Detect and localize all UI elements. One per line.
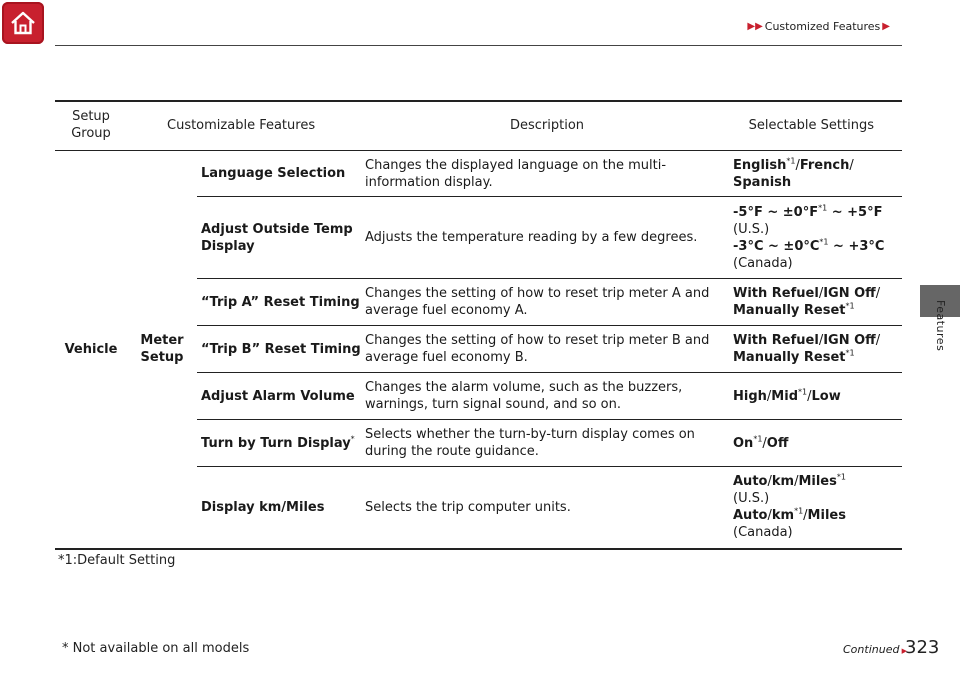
continued-label[interactable]: Continued ▶ [843,643,908,656]
header-selectable-settings: Selectable Settings [729,101,902,151]
feature-settings: With Refuel/IGN Off/ Manually Reset$^{*1}$ [729,279,902,326]
page-number: 323 [905,637,940,658]
default-setting-footnote: *1:Default Setting [58,553,176,568]
feature-settings: High/Mid$^{*1}$/Low [729,373,902,420]
setup-subgroup-meter: Meter Setup [127,151,197,549]
feature-name: “Trip A” Reset Timing [197,279,365,326]
breadcrumb-arrow-icon: ▶▶ [747,21,763,32]
header-description: Description [365,101,729,151]
not-all-models-marker: * [350,434,355,444]
feature-settings: With Refuel/IGN Off/ Manually Reset$^{*1}$ [729,326,902,373]
feature-settings: Auto/km/Miles$^{*1}$ (U.S.) Auto/$km^{*1}$/Miles (Canada) [729,467,902,549]
feature-name: “Trip B” Reset Timing [197,326,365,373]
feature-description: Adjusts the temperature reading by a few degrees. [365,197,729,279]
breadcrumb-end-arrow-icon: ▶ [882,21,890,32]
feature-name: Display km/Miles [197,467,365,549]
feature-name: Language Selection [197,151,365,197]
feature-settings: English$^{*1}$/French/ Spanish [729,151,902,197]
feature-settings: -5°F ~ $\pm 0^\circ F^{*1}$ ~ +5°F (U.S.) -3°C ~ $\pm 0^\circ C^{*1}$ ~ +3°C (Canada) [729,197,902,279]
table-row [55,151,902,197]
availability-note: * Not available on all models [62,641,250,656]
breadcrumb[interactable] [747,20,890,33]
feature-description: Selects whether the turn-by-turn display comes on during the route guidance. [365,420,729,467]
table-header-row [55,101,902,151]
home-button[interactable] [2,2,44,44]
feature-description: Changes the displayed language on the multi-information display. [365,151,729,197]
header-setup-group: Setup Group [55,101,127,151]
feature-name: Turn by Turn Display* [197,420,365,467]
customization-table [55,100,902,550]
setup-group-vehicle: Vehicle [55,151,127,549]
feature-name: Adjust Outside Temp Display [197,197,365,279]
home-icon [8,8,38,38]
side-tab-label: Features [934,300,947,352]
feature-description: Changes the setting of how to reset trip meter B and average fuel economy B. [365,326,729,373]
feature-settings: On$^{*1}$/Off [729,420,902,467]
continued-arrow-icon: ▶ [899,647,908,655]
feature-description: Changes the alarm volume, such as the buzzers, warnings, turn signal sound, and so on. [365,373,729,420]
breadcrumb-label: Customized Features [764,20,881,33]
header-customizable-features: Customizable Features [127,101,365,151]
feature-description: Selects the trip computer units. [365,467,729,549]
header-divider [55,45,902,46]
feature-description: Changes the setting of how to reset trip meter A and average fuel economy A. [365,279,729,326]
feature-name: Adjust Alarm Volume [197,373,365,420]
